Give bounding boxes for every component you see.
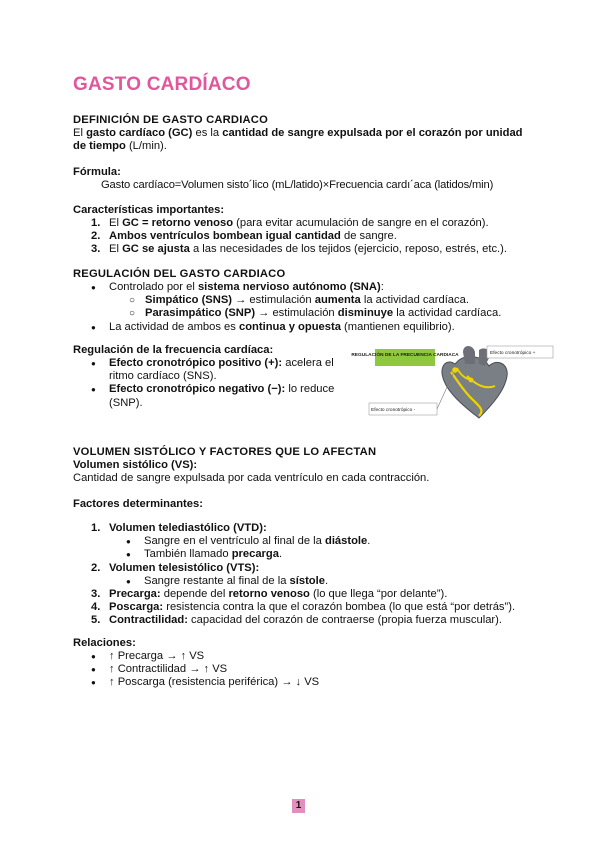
text: (para evitar acumulación de sangre en el corazón). bbox=[233, 217, 489, 229]
text: la actividad cardíaca. bbox=[360, 294, 469, 307]
text-bold: precarga bbox=[231, 548, 279, 561]
item-number: 4. bbox=[91, 601, 101, 614]
text: lo reduce bbox=[285, 383, 335, 396]
text: El bbox=[109, 243, 123, 256]
text: . bbox=[324, 574, 329, 587]
term-tiempo: de tiempo bbox=[73, 140, 126, 153]
list-item bbox=[91, 243, 549, 256]
page-number-badge: 1 bbox=[292, 799, 305, 813]
item-number: 1. bbox=[91, 522, 101, 534]
list-item: ● ↑ Poscarga (resistencia periférica) → ↓ VS bbox=[109, 676, 409, 689]
text: a las necesidades de los tejidos (ejercicio, reposo, estrés, etc.). bbox=[189, 243, 507, 256]
section-heading-definicion: DEFINICIÓN DE GASTO CARDIACO bbox=[73, 114, 268, 126]
text-bold: disminuye bbox=[337, 307, 394, 320]
list-item bbox=[91, 601, 549, 614]
text-bold: Precarga: bbox=[109, 588, 161, 601]
formula-text: Gasto cardíaco=Volumen sisto´lico (mL/latido)×Frecuencia cardı´aca (latidos/min) bbox=[101, 179, 494, 191]
label-negative-text: Efecto cronotrópico - bbox=[371, 408, 416, 413]
text-bold: GC se ajusta bbox=[122, 243, 190, 256]
text-bold: Parasimpático (SNP) bbox=[145, 307, 256, 320]
formula-label: Fórmula: bbox=[73, 166, 121, 178]
text-bold: GC = retorno venoso bbox=[122, 217, 234, 229]
text-bold: diástole bbox=[324, 535, 368, 548]
subheading-relaciones: Relaciones: bbox=[73, 637, 136, 649]
item-number: 3. bbox=[91, 588, 101, 601]
text: es la bbox=[192, 127, 223, 139]
text: de sangre. bbox=[340, 230, 397, 243]
item-number: 2. bbox=[91, 230, 101, 243]
caracteristicas-list bbox=[91, 217, 549, 257]
text-bold: aumenta bbox=[314, 294, 361, 307]
section-heading-volumen: VOLUMEN SISTÓLICO Y FACTORES QUE LO AFECTAN bbox=[73, 446, 377, 458]
term-gc: gasto cardíaco (GC) bbox=[86, 127, 193, 139]
text: capacidad del corazón de contraerse (propia fuerza muscular). bbox=[187, 614, 502, 627]
heart-regulation-figure bbox=[351, 346, 555, 422]
text-bold: Simpático (SNS) bbox=[145, 294, 233, 307]
vs-description: Cantidad de sangre expulsada por cada ventrículo en cada contracción. bbox=[73, 472, 430, 484]
list-item bbox=[144, 575, 549, 588]
definition-paragraph bbox=[73, 127, 543, 153]
list-item bbox=[145, 294, 539, 307]
text-bold: retorno venoso bbox=[228, 588, 310, 601]
list-item bbox=[144, 535, 549, 548]
text: (lo que llega “por delante”). bbox=[309, 588, 448, 601]
subheading-factores: Factores determinantes: bbox=[73, 498, 203, 510]
text-bold: Contractilidad: bbox=[109, 614, 188, 627]
text-bold: Ambos ventrículos bombean igual cantidad bbox=[109, 230, 341, 243]
text-bold: Volumen telediastólico (VTD): bbox=[109, 522, 267, 534]
text: → estimulación bbox=[255, 307, 338, 320]
relaciones-list bbox=[109, 650, 409, 690]
text: resistencia contra la que el corazón bombea (lo que está “por detrás”). bbox=[163, 601, 516, 614]
text: acelera el bbox=[282, 357, 334, 369]
page-title: GASTO CARDÍACO bbox=[73, 74, 251, 95]
list-item bbox=[91, 561, 549, 575]
text-bold: sístole bbox=[289, 574, 325, 587]
text: La actividad de ambos es bbox=[109, 320, 239, 333]
list-item bbox=[91, 522, 549, 535]
list-item bbox=[109, 321, 539, 334]
text: El bbox=[109, 217, 123, 229]
text: → estimulación bbox=[232, 294, 315, 307]
text-bold: Efecto cronotrópico negativo (−): bbox=[109, 383, 286, 396]
text-bold: Volumen telesistólico (VTS): bbox=[109, 561, 260, 574]
text-bold: Poscarga: bbox=[109, 601, 164, 614]
section-heading-regulacion: REGULACIÓN DEL GASTO CARDIACO bbox=[73, 268, 286, 280]
list-item bbox=[109, 357, 344, 383]
list-item bbox=[145, 307, 539, 320]
item-number: 5. bbox=[91, 614, 101, 627]
text: Sangre restante al final de la bbox=[144, 574, 290, 587]
heart-illustration bbox=[351, 346, 555, 422]
text: . bbox=[278, 548, 283, 561]
list-item bbox=[144, 548, 549, 561]
text: También llamado bbox=[144, 548, 232, 561]
list-item: ● ↑ Precarga → ↑ VS bbox=[109, 650, 409, 663]
section-heading-frecuencia: Regulación de la frecuencia cardíaca: bbox=[73, 344, 274, 356]
label-positive-text: Efecto cronotrópico + bbox=[490, 351, 536, 356]
figure-title-text: REGULACIÓN DE LA FRECUENCIA CARDIACA bbox=[351, 353, 459, 358]
list-item bbox=[91, 230, 549, 243]
text: depende del bbox=[160, 588, 229, 601]
text: la actividad cardíaca. bbox=[393, 307, 502, 320]
list-item bbox=[109, 281, 539, 294]
text: (L/min). bbox=[125, 140, 167, 153]
text: (SNP). bbox=[109, 396, 143, 409]
text: (mantienen equilibrio). bbox=[340, 320, 455, 333]
subheading-vs: Volumen sistólico (VS): bbox=[73, 459, 198, 471]
text: Controlado por el bbox=[109, 281, 198, 293]
text-bold: sistema nervioso autónomo (SNA) bbox=[197, 281, 381, 293]
section-heading-caracteristicas: Características importantes: bbox=[73, 204, 225, 216]
factores-list bbox=[91, 522, 549, 628]
text-bold: Efecto cronotrópico positivo (+): bbox=[109, 357, 283, 369]
list-item: ● ↑ Contractilidad → ↑ VS bbox=[109, 663, 409, 676]
text: : bbox=[380, 281, 384, 293]
list-item bbox=[109, 383, 344, 409]
text: . bbox=[367, 535, 371, 548]
item-number: 1. bbox=[91, 217, 101, 229]
list-item bbox=[91, 217, 549, 230]
frecuencia-list bbox=[109, 357, 344, 410]
text: El bbox=[73, 127, 87, 139]
regulacion-list bbox=[109, 281, 539, 334]
term-cantidad: cantidad de sangre expulsada por el corazón por unidad bbox=[222, 127, 523, 139]
text: Sangre en el ventrículo al final de la bbox=[144, 535, 325, 548]
item-number: 3. bbox=[91, 243, 101, 256]
list-item bbox=[91, 614, 549, 627]
list-item bbox=[91, 588, 549, 601]
text-bold: continua y opuesta bbox=[238, 320, 341, 333]
text: ritmo cardíaco (SNS). bbox=[109, 370, 217, 383]
item-number: 2. bbox=[91, 561, 101, 574]
